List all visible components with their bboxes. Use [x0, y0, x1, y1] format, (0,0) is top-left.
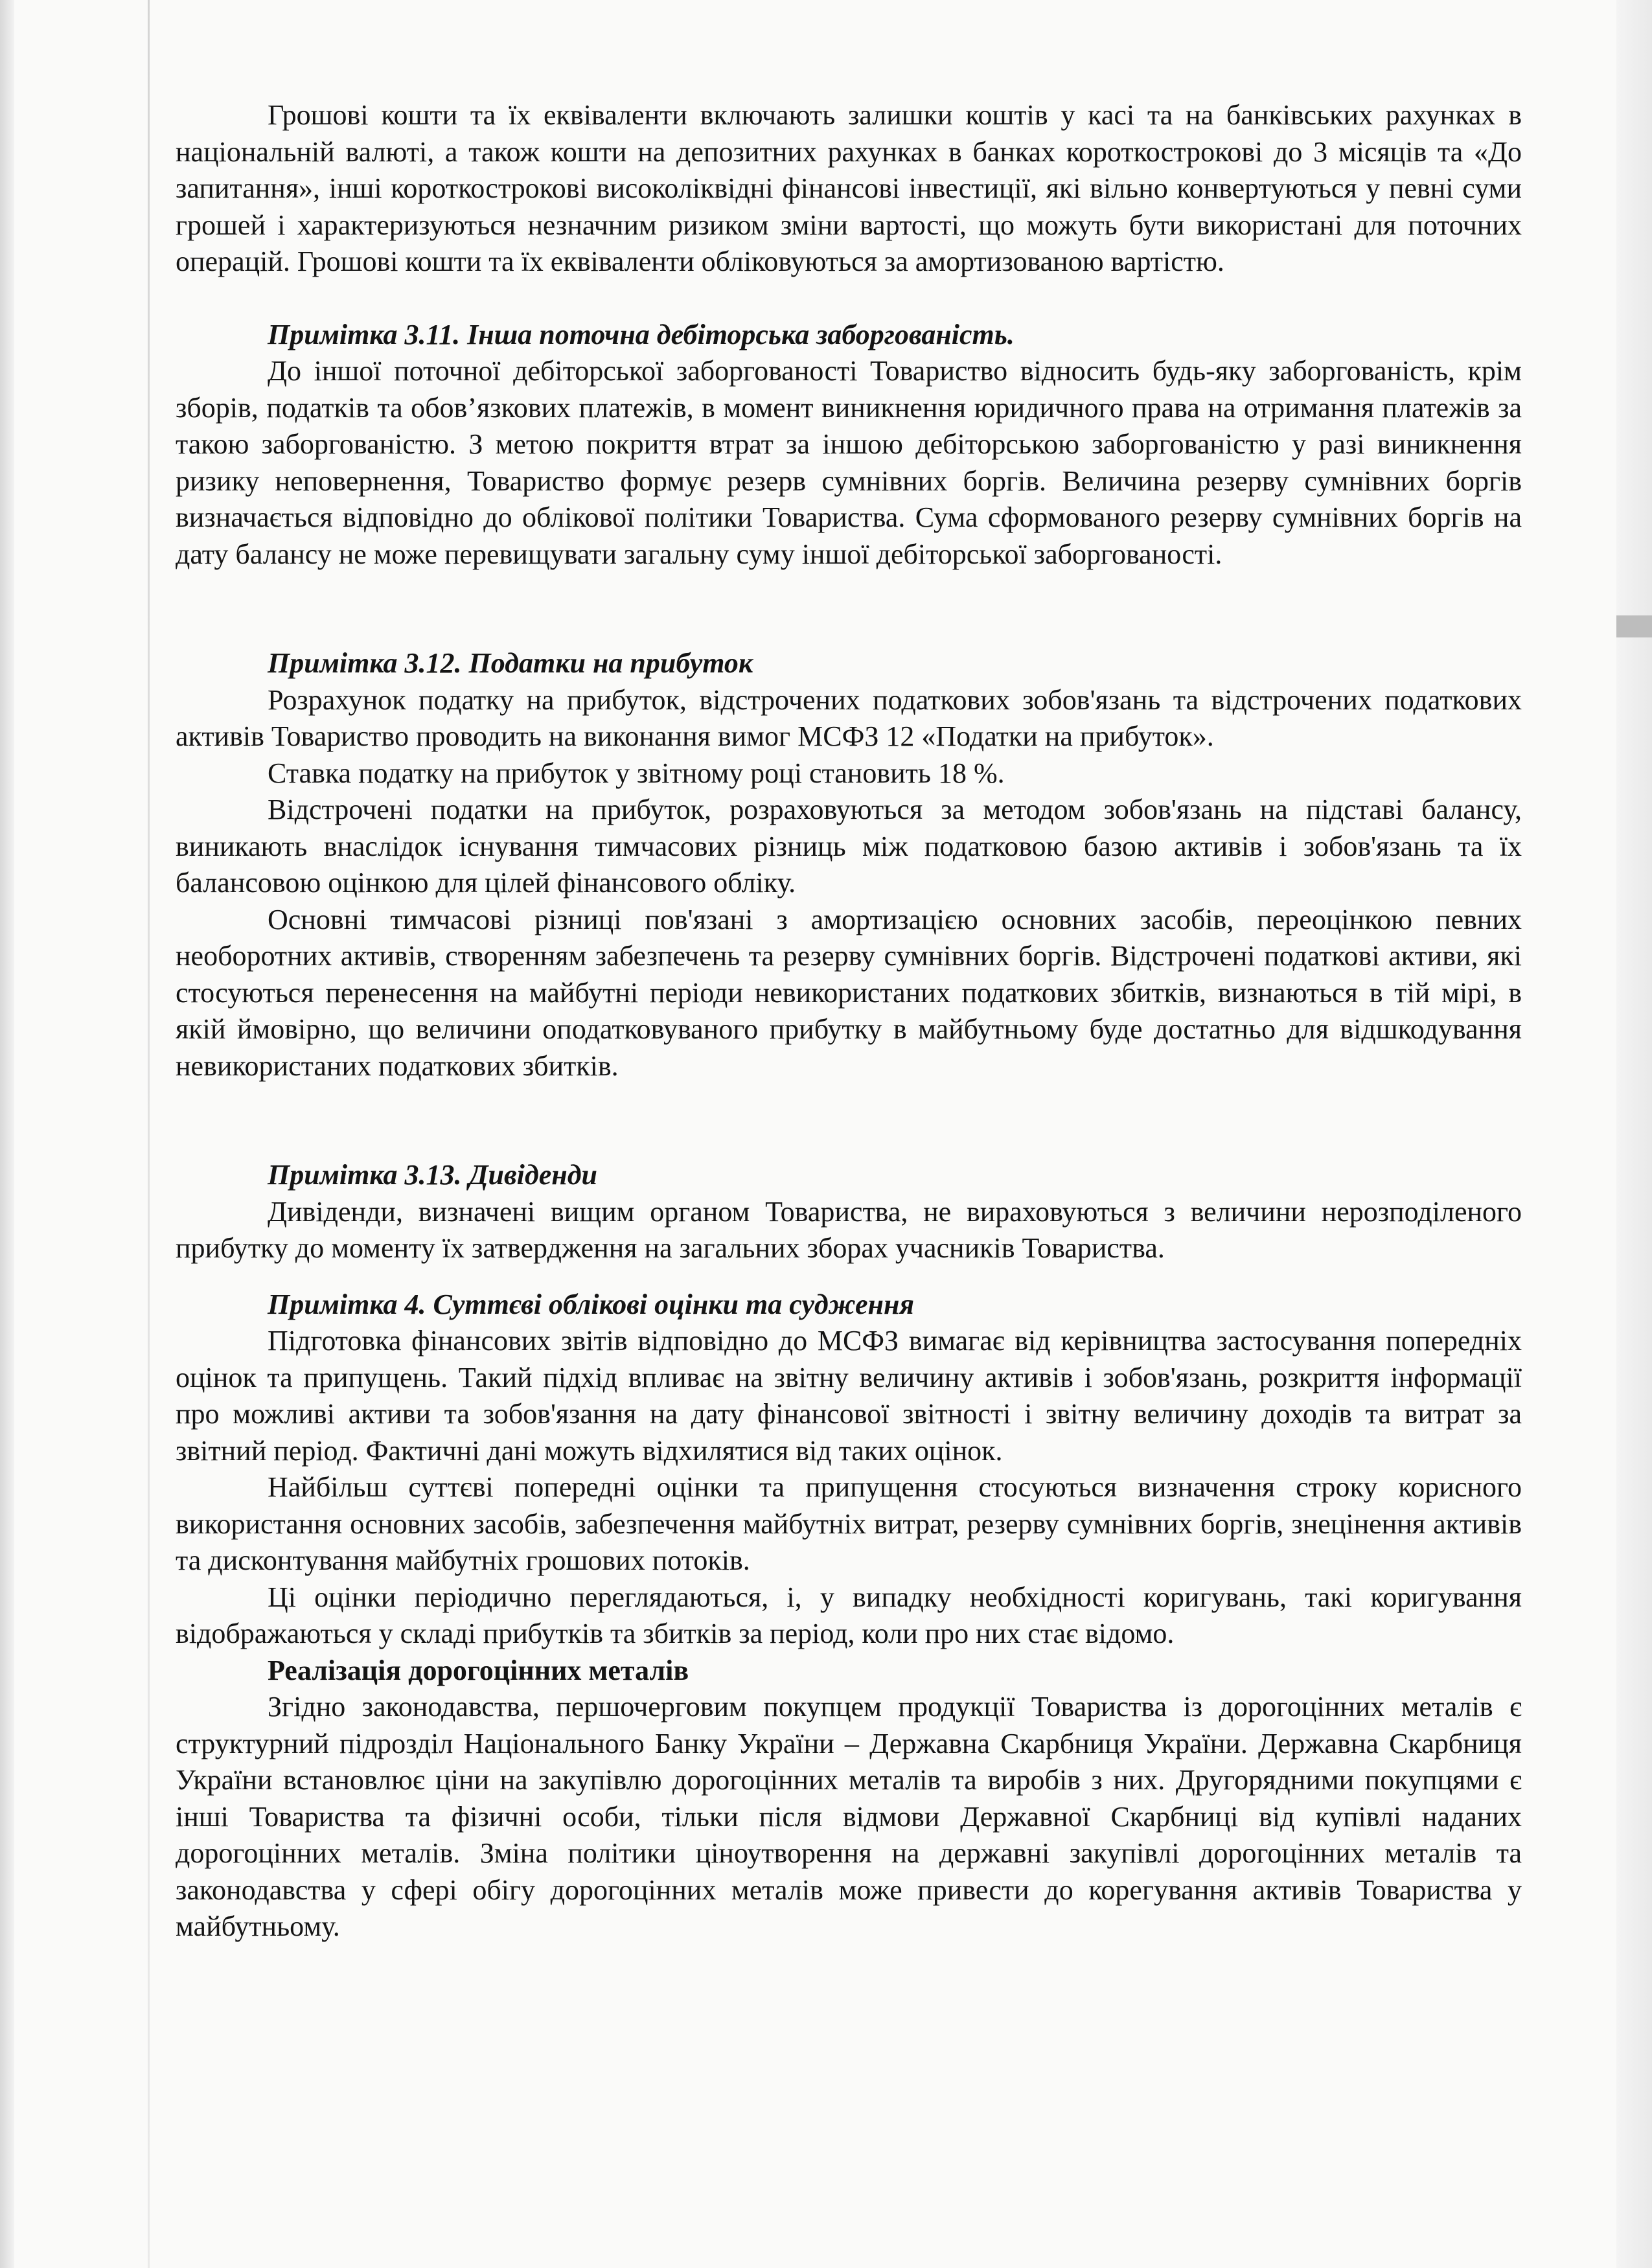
note-4-paragraph-3: Ці оцінки періодично переглядаються, і, у випадку необхідності коригувань, такі коригування відображаються у складі прибутків та збитків за період, коли про них стає відомо.: [176, 1581, 1522, 1649]
note-3-11-section: [176, 317, 1522, 573]
scan-line-left: [148, 0, 150, 2268]
precious-metals-body: Згідно законодавства, першочерговим покупцем продукції Товариства із дорогоцінних металів є структурний підрозділ Національного Банку України – Державна Скарбниця України. Державна Скарбниця України встановлює ціни на закупівлю дорогоцінних металів та виробів з них. Другорядними покупцями є інші Товариства та фізичні особи, тільки після відмови Державної Скарбниці від купівлі наданих дорогоцінних металів. Зміна політики ціноутворення на державні закупівлі дорогоцінних металів та законодавства у сфері обігу дорогоцінних металів може привести до корегування активів Товариства у майбутньому.: [176, 1691, 1522, 1942]
scan-edge-left: [0, 0, 14, 2268]
scan-edge-right: [1616, 0, 1652, 2268]
scan-notch: [1616, 615, 1652, 637]
spacer: [176, 1084, 1522, 1157]
note-3-13-body: Дивіденди, визначені вищим органом Товариства, не вираховуються з величини нерозподіленого прибутку до моменту їх затвердження на загальних зборах учасників Товариства.: [176, 1195, 1522, 1264]
precious-metals-section: [176, 1653, 1522, 1945]
note-3-11-body: До іншої поточної дебіторської заборгованості Товариство відносить будь-яку заборгованість, крім зборів, податків та обов’язкових платежів, в момент виникнення юридичного права на отримання платежів за такою заборгованістю. З метою покриття втрат за іншою дебіторською заборгованістю у разі виникнення ризику неповернення, Товариство формує резерв сумнівних боргів. Величина резерву сумнівних боргів визначається відповідно до облікової політики Товариства. Сума сформованого резерву сумнівних боргів на дату балансу не може перевищувати загальну суму іншої дебіторської заборгованості.: [176, 355, 1522, 570]
note-3-13-heading: Примітка 3.13. Дивіденди: [268, 1159, 597, 1191]
note-4-heading: Примітка 4. Суттєві облікові оцінки та судження: [268, 1288, 915, 1320]
cash-equivalents-paragraph: Грошові кошти та їх еквіваленти включають залишки коштів у касі та на банківських рахунках в національній валюті, а також кошти на депозитних рахунках в банках короткострокові до 3 місяців та «До запитання», інші короткострокові високоліквідні фінансові інвестиції, які вільно конвертуються у певні суми грошей і характеризуються незначним ризиком зміни вартості, що можуть бути використані для поточних операцій. Грошові кошти та їх еквіваленти обліковуються за амортизованою вартістю.: [176, 99, 1522, 277]
note-3-13-section: [176, 1157, 1522, 1267]
spacer: [176, 1267, 1522, 1287]
note-3-12-paragraph-1: Розрахунок податку на прибуток, відстрочених податкових зобов'язань та відстрочених податкових активів Товариство проводить на виконання вимог МСФЗ 12 «Податки на прибуток».: [176, 683, 1522, 752]
note-3-12-section: [176, 645, 1522, 1084]
note-4-paragraph-1: Підготовка фінансових звітів відповідно до МСФЗ вимагає від керівництва застосування попередніх оцінок та припущень. Такий підхід впливає на звітну величину активів і зобов'язань, розкриття інформації про можливі активи та зобов'язання на дату фінансової звітності і звітну величину доходів та витрат за звітний період. Фактичні дані можуть відхилятися від таких оцінок.: [176, 1325, 1522, 1467]
note-3-12-paragraph-3: Відстрочені податки на прибуток, розраховуються за методом зобов'язань на підставі балансу, виникають внаслідок існування тимчасових різниць між податковою базою активів і зобов'язань та їх балансовою оцінкою для цілей фінансового обліку.: [176, 794, 1522, 899]
note-3-12-paragraph-2: Ставка податку на прибуток у звітному році становить 18 %.: [268, 757, 1005, 789]
note-3-12-heading: Примітка 3.12. Податки на прибуток: [268, 647, 753, 679]
precious-metals-heading: Реалізація дорогоцінних металів: [268, 1654, 689, 1686]
note-3-12-paragraph-4: Основні тимчасові різниці пов'язані з амортизацією основних засобів, переоцінкою певних необоротних активів, створенням забезпечень та резерву сумнівних боргів. Відстрочені податкові активи, які стосуються перенесення на майбутні періоди невикористаних податкових збитків, визнаються в тій мірі, в якій ймовірно, що величини оподатковуваного прибутку в майбутньому буде достатньо для відшкодування невикористаних податкових збитків.: [176, 903, 1522, 1082]
spacer: [176, 573, 1522, 645]
note-4-section: [176, 1287, 1522, 1653]
note-3-11-heading: Примітка 3.11. Інша поточна дебіторська заборгованість.: [268, 318, 1015, 350]
spacer: [176, 281, 1522, 317]
document-page: [176, 97, 1522, 1945]
note-4-paragraph-2: Найбільш суттєві попередні оцінки та припущення стосуються визначення строку корисного використання основних засобів, забезпечення майбутніх витрат, резерву сумнівних боргів, знецінення активів та дисконтування майбутніх грошових потоків.: [176, 1471, 1522, 1576]
